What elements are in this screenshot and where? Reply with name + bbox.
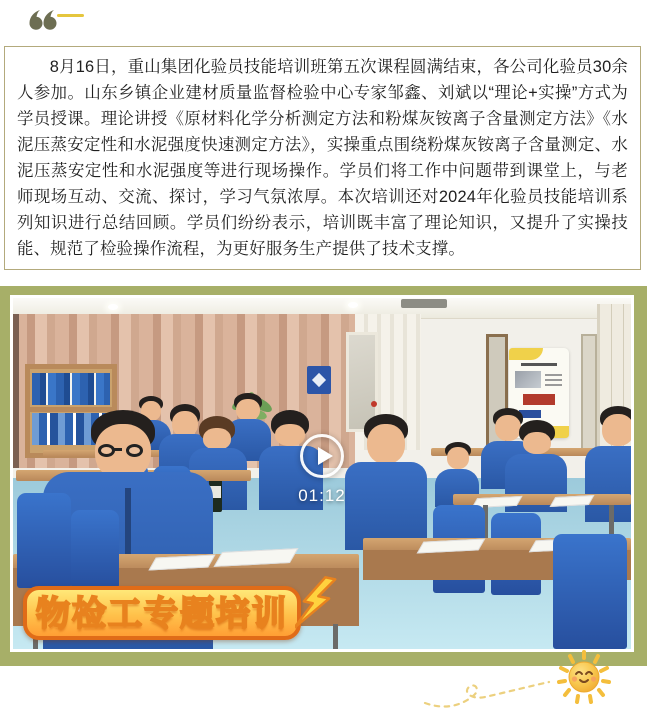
video-player[interactable] — [10, 295, 634, 652]
tall-frame — [581, 334, 597, 452]
poster-text-line — [545, 384, 562, 386]
books — [32, 373, 110, 405]
poster-corner — [509, 348, 543, 360]
play-icon — [318, 447, 333, 465]
play-button[interactable] — [300, 434, 344, 478]
poster-title-line — [521, 363, 557, 366]
chair — [71, 510, 119, 588]
video-still — [13, 298, 631, 649]
chair — [17, 493, 71, 588]
dashed-path — [415, 670, 565, 716]
article-text-box — [4, 46, 641, 270]
ceiling-light — [108, 304, 118, 310]
curtain-shadow — [13, 314, 19, 468]
shelf — [30, 407, 112, 412]
video-title-banner — [23, 586, 301, 640]
poster-text-line — [545, 374, 562, 376]
chair — [553, 534, 627, 649]
poster-photo — [515, 371, 541, 388]
article-paragraph: 8月16日，重山集团化验员技能培训班第五次课程圆满结束，各公司化验员30余人参加。山东乡镇企业建材质量监督检验中心专家邹鑫、刘斌以“理论+实操”方式为学员授课。理论讲授《原材料化学分析测定方法和粉煤灰铵离子含量测定方法》《水泥压蒸安定性和水泥强度快速测定方法》，实操重点围绕粉煤灰铵离子含量测定、水泥压蒸安定性和水泥强度等进行现场操作。学员们将工作中问题带到课堂上，与老师现场互动、交流、探讨，学习气氛浓厚。本次培训还对2024年化验员技能培训系列知识进行总结回顾。学员们纷纷表示，培训既丰富了理论知识，又提升了实操技能、规范了检验操作流程，为更好服务生产提供了技术支撑。 — [17, 58, 628, 258]
video-title-text: 物检工专题培训 — [36, 595, 288, 633]
video-timestamp: 01:12 — [298, 486, 346, 505]
lightning-icon — [295, 574, 337, 640]
video-band — [0, 286, 647, 666]
air-vent — [401, 299, 447, 308]
poster-text-line — [545, 379, 562, 381]
logo-diamond-icon — [312, 373, 326, 387]
quote-icon — [28, 8, 60, 34]
logo-poster — [307, 366, 331, 394]
ceiling-light — [348, 302, 358, 308]
accent-line — [57, 14, 84, 17]
sun-icon — [553, 646, 615, 708]
alarm-dot — [371, 401, 377, 407]
poster-red-block — [523, 394, 555, 405]
